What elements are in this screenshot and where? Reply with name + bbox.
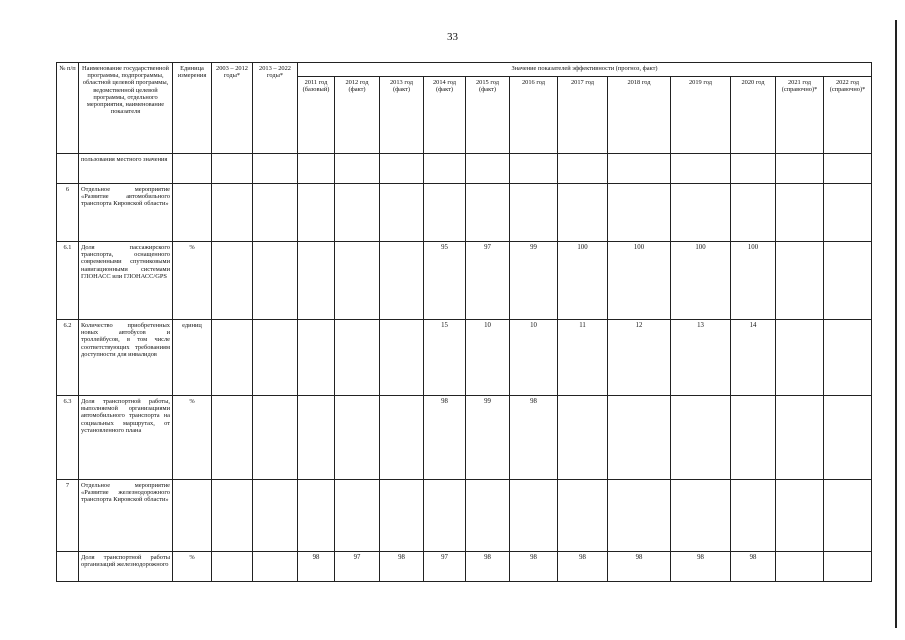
year-value-cell <box>776 154 824 184</box>
year-value-cell: 11 <box>558 320 608 396</box>
year-value-cell <box>776 396 824 480</box>
row-number: 7 <box>57 480 79 552</box>
header-year: 2013 год (факт) <box>380 77 424 154</box>
year-value-cell <box>731 396 776 480</box>
year-value-cell <box>824 480 872 552</box>
year-value-cell: 97 <box>335 552 380 582</box>
period-2013-2022-value <box>253 552 298 582</box>
year-value-cell <box>776 242 824 320</box>
row-number: 6 <box>57 184 79 242</box>
header-year: 2016 год <box>510 77 558 154</box>
year-value-cell: 95 <box>424 242 466 320</box>
year-value-cell <box>776 480 824 552</box>
year-value-cell <box>380 320 424 396</box>
year-value-cell <box>731 184 776 242</box>
indicator-name: пользования местного значения <box>79 154 173 184</box>
year-value-cell: 99 <box>510 242 558 320</box>
header-indicator-values: Значение показателей эффективности (прогноз, факт) <box>298 63 872 77</box>
table-body <box>57 154 872 582</box>
indicator-name: Доля пассажирского транспорта, оснащенного современными спутниковыми навигационными системами ГЛОНАСС или ГЛОНАСС/GPS <box>79 242 173 320</box>
year-value-cell <box>608 184 671 242</box>
header-year: 2018 год <box>608 77 671 154</box>
year-value-cell <box>776 320 824 396</box>
year-value-cell <box>776 184 824 242</box>
table-row <box>57 320 872 396</box>
year-value-cell <box>335 242 380 320</box>
header-unit: Единица измерения <box>173 63 212 154</box>
year-value-cell <box>510 480 558 552</box>
table-header <box>57 63 872 154</box>
row-number: 6.1 <box>57 242 79 320</box>
header-period-2013-2022: 2013 – 2022 годы* <box>253 63 298 154</box>
year-value-cell <box>335 320 380 396</box>
year-value-cell <box>380 242 424 320</box>
header-year: 2022 год (справочно)* <box>824 77 872 154</box>
year-value-cell <box>380 480 424 552</box>
year-value-cell: 98 <box>558 552 608 582</box>
period-2013-2022-value <box>253 154 298 184</box>
year-value-cell <box>608 396 671 480</box>
year-value-cell: 98 <box>608 552 671 582</box>
period-2003-2012-value <box>212 396 253 480</box>
table-row <box>57 242 872 320</box>
year-value-cell <box>824 396 872 480</box>
year-value-cell <box>298 184 335 242</box>
header-year: 2011 год (базовый) <box>298 77 335 154</box>
year-value-cell <box>608 480 671 552</box>
indicator-name: Доля транспортной работы, выполняемой организациями автомобильного транспорта на социальных маршрутах, от установленного плана <box>79 396 173 480</box>
period-2013-2022-value <box>253 480 298 552</box>
year-value-cell <box>335 154 380 184</box>
year-value-cell: 97 <box>424 552 466 582</box>
period-2003-2012-value <box>212 154 253 184</box>
indicator-name: Отдельное мероприятие «Развитие железнодорожного транспорта Кировской области» <box>79 480 173 552</box>
year-value-cell <box>466 184 510 242</box>
year-value-cell: 100 <box>731 242 776 320</box>
page-number: 33 <box>447 31 458 43</box>
year-value-cell <box>558 396 608 480</box>
header-period-2003-2012: 2003 – 2012 годы* <box>212 63 253 154</box>
header-year: 2019 год <box>671 77 731 154</box>
period-2003-2012-value <box>212 320 253 396</box>
indicator-unit <box>173 480 212 552</box>
year-value-cell <box>335 396 380 480</box>
year-value-cell <box>380 396 424 480</box>
table-row <box>57 184 872 242</box>
year-value-cell: 10 <box>466 320 510 396</box>
year-value-cell: 15 <box>424 320 466 396</box>
year-value-cell <box>608 154 671 184</box>
period-2013-2022-value <box>253 320 298 396</box>
row-number: 6.3 <box>57 396 79 480</box>
year-value-cell: 100 <box>558 242 608 320</box>
year-value-cell <box>824 552 872 582</box>
year-value-cell <box>824 184 872 242</box>
year-value-cell: 98 <box>380 552 424 582</box>
indicator-name: Количество приобретенных новых автобусов и троллейбусов, в том числе соответствующих требованиям доступности для инвалидов <box>79 320 173 396</box>
year-value-cell: 98 <box>510 396 558 480</box>
year-value-cell <box>298 320 335 396</box>
period-2003-2012-value <box>212 184 253 242</box>
period-2013-2022-value <box>253 396 298 480</box>
year-value-cell <box>731 480 776 552</box>
year-value-cell: 98 <box>298 552 335 582</box>
year-value-cell <box>298 154 335 184</box>
indicator-name: Отдельное мероприятие «Развитие автомобильного транспорта Кировской области» <box>79 184 173 242</box>
year-value-cell: 98 <box>466 552 510 582</box>
table-row <box>57 552 872 582</box>
row-number <box>57 154 79 184</box>
year-value-cell <box>671 184 731 242</box>
row-number <box>57 552 79 582</box>
indicator-unit: единиц <box>173 320 212 396</box>
indicator-unit: % <box>173 552 212 582</box>
year-value-cell: 97 <box>466 242 510 320</box>
year-value-cell: 98 <box>671 552 731 582</box>
year-value-cell <box>824 154 872 184</box>
header-year: 2020 год <box>731 77 776 154</box>
header-number: № п/п <box>57 63 79 154</box>
year-value-cell <box>424 154 466 184</box>
year-value-cell <box>558 154 608 184</box>
year-value-cell <box>380 154 424 184</box>
year-value-cell <box>335 480 380 552</box>
year-value-cell <box>424 184 466 242</box>
header-year: 2012 год (факт) <box>335 77 380 154</box>
indicator-unit: % <box>173 242 212 320</box>
year-value-cell: 100 <box>671 242 731 320</box>
indicator-name: Доля транспортной работы организаций железнодорожного <box>79 552 173 582</box>
period-2003-2012-value <box>212 242 253 320</box>
year-value-cell <box>824 320 872 396</box>
year-value-cell <box>466 480 510 552</box>
year-value-cell <box>671 480 731 552</box>
period-2013-2022-value <box>253 242 298 320</box>
year-value-cell <box>298 480 335 552</box>
header-year: 2017 год <box>558 77 608 154</box>
indicator-unit <box>173 154 212 184</box>
period-2003-2012-value <box>212 480 253 552</box>
header-year: 2021 год (справочно)* <box>776 77 824 154</box>
year-value-cell: 12 <box>608 320 671 396</box>
header-year: 2014 год (факт) <box>424 77 466 154</box>
year-value-cell: 14 <box>731 320 776 396</box>
row-number: 6.2 <box>57 320 79 396</box>
year-value-cell <box>671 154 731 184</box>
year-value-cell: 100 <box>608 242 671 320</box>
year-value-cell <box>510 184 558 242</box>
year-value-cell <box>298 396 335 480</box>
period-2003-2012-value <box>212 552 253 582</box>
year-value-cell <box>335 184 380 242</box>
year-value-cell: 98 <box>731 552 776 582</box>
year-value-cell: 10 <box>510 320 558 396</box>
year-value-cell <box>824 242 872 320</box>
year-value-cell <box>424 480 466 552</box>
year-value-cell <box>510 154 558 184</box>
year-value-cell <box>466 154 510 184</box>
year-value-cell <box>671 396 731 480</box>
year-value-cell: 98 <box>424 396 466 480</box>
year-value-cell: 99 <box>466 396 510 480</box>
year-value-cell <box>558 184 608 242</box>
year-value-cell <box>558 480 608 552</box>
right-edge-rule <box>895 20 897 628</box>
header-name: Наименование государственной программы, подпрограммы, областной целевой программы, ведомственной целевой программы, отдельного мероприятия, наименование показателя <box>79 63 173 154</box>
indicator-unit <box>173 184 212 242</box>
table-row <box>57 154 872 184</box>
header-year: 2015 год (факт) <box>466 77 510 154</box>
year-value-cell: 98 <box>510 552 558 582</box>
year-value-cell <box>298 242 335 320</box>
year-value-cell <box>380 184 424 242</box>
year-value-cell <box>731 154 776 184</box>
year-value-cell: 13 <box>671 320 731 396</box>
year-value-cell <box>776 552 824 582</box>
table-row <box>57 480 872 552</box>
period-2013-2022-value <box>253 184 298 242</box>
indicators-table <box>56 62 872 582</box>
table-row <box>57 396 872 480</box>
indicator-unit: % <box>173 396 212 480</box>
